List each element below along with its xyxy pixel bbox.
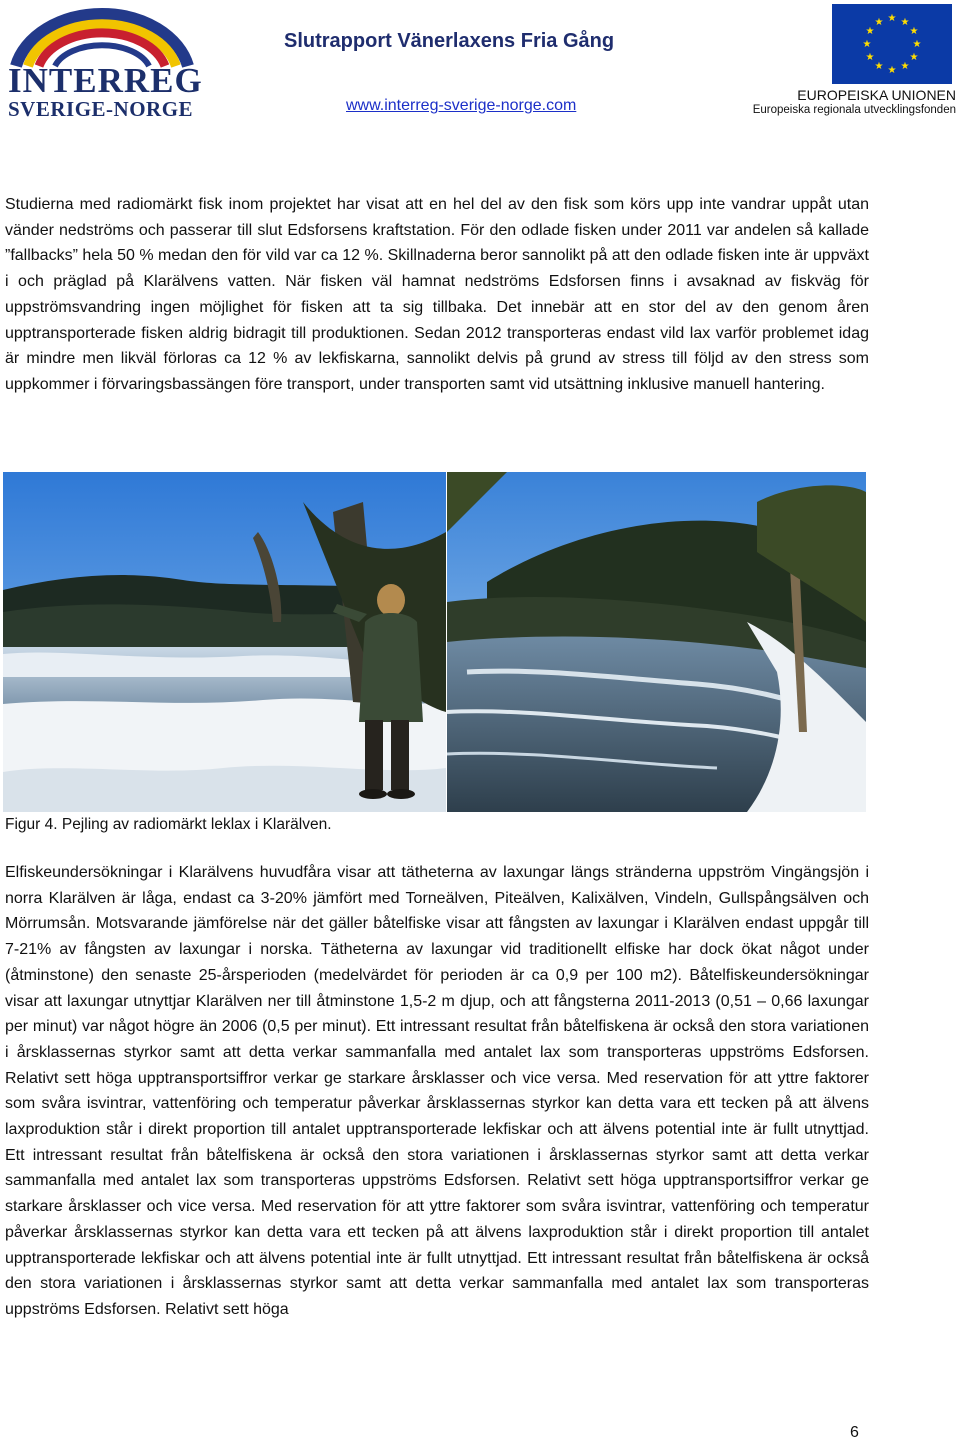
svg-text:★: ★ [912,39,922,50]
photo-river-rapids [447,472,866,812]
svg-text:★: ★ [865,26,875,37]
svg-text:★: ★ [900,17,910,28]
website-link[interactable]: www.interreg-sverige-norge.com [346,97,577,114]
river-rapids-image [447,472,866,812]
svg-text:★: ★ [874,17,884,28]
svg-text:★: ★ [874,61,884,72]
page-header [0,0,960,130]
svg-text:★: ★ [887,13,897,24]
svg-text:★: ★ [865,52,875,63]
eu-union-label: EUROPEISKA UNIONEN [797,87,956,103]
logo-sub-text: SVERIGE-NORGE [8,97,194,121]
photo-person-tracking [3,472,446,812]
page-number: 6 [850,1424,859,1441]
body-paragraph-1: Studierna med radiomärkt fisk inom projektet har visat att en hel del av den fisk som körs upp inte vandrar uppåt utan vänder nedströms och passerar till slut Edsforsens kraftstation. För den odlade fisken under 2011 var andelen så kallade ”fallbacks” hela 50 % medan den för vild var ca 12 %. Skillnaderna beror sannolikt på att den odlade fisken inte är uppväxt i och präglad på Klarälvens vatten. När fisken väl hamnat nedströms Edsforsen finns i avsaknad av fiskväg för uppströmsvandring ingen möjlighet för fisken att ta sig tillbaka. Det innebär att en stor del av den genom åren upptransporterade fisken aldrig bidragit till produktionen. Sedan 2012 transporteras endast vild lax varför problemet idag är mindre men likväl förloras ca 12 % av lekfiskarna, sannolikt delvis på grund av stress till följd av den stress som uppkommer i förvaringsbassängen före transport, under transporten samt vid utsättning inklusive manuell hantering. [5,196,869,393]
body-paragraph-2: Elfiskeundersökningar i Klarälvens huvudfåra visar att tätheterna av laxungar längs stränderna uppström Vingängsjön i norra Klarälven är låga, endast ca 3-20% jämfört med Torneälven, Piteälven, Kalixälven, Vindeln, Gullspångsälven och Mörrumsån. Motsvarande jämförelse när det gäller båtelfiske visar att fångsten av laxungar i Klarälven endast uppgår till 7-21% av fångsten av laxungar i norska. Tätheterna av laxungar vid traditionellt elfiske har dock ökat något under (åtminstone) den senaste 25-årsperioden (medelvärdet för perioden är ca 0,9 per 100 m2). Båtelfiskeundersökningar visar att laxungar utnyttjar Klarälven ner till åtminstone 1,5-2 m djup, och att fångsterna 2011-2013 (0,51 – 0,66 laxungar per minut) var något högre än 2006 (0,5 per minut). Ett intressant resultat från båtelfiskena är också den stora variationen i årsklassernas styrkor samt att detta verkar sammanfalla med antalet lax som transporteras uppströms Edsforsen. Relativt sett höga upptransportsiffror verkar ge starkare årsklasser och vice versa. Med reservation för att yttre faktorer som svåra isvintrar, vattenföring och temperatur påverkar årsklassernas styrkor kan detta vara ett tecken på att älvens laxproduktion står i direkt proportion till antalet upptransporterade lekfiskar och att älvens potential inte är fullt utnyttjad. Ett intressant resultat från båtelfiskena är också den stora variationen i årsklassernas styrkor samt att detta verkar sammanfalla med antalet lax som transporteras uppströms Edsforsen. Relativt sett höga upptransportsiffror verkar ge starkare årsklasser och vice versa. Med reservation för att yttre faktorer som svåra isvintrar, vattenföring och temperatur påverkar årsklassernas styrkor kan detta vara ett tecken på att älvens laxproduktion står i direkt proportion till antalet upptransporterade lekfiskar och att älvens potential inte är fullt utnyttjad. Ett intressant resultat från båtelfiskena är också den stora variationen i årsklassernas styrkor samt att detta verkar sammanfalla med antalet lax som transporteras uppströms Edsforsen. Relativt sett höga [5,864,869,1318]
svg-text:★: ★ [909,52,919,63]
svg-text:★: ★ [909,26,919,37]
eu-stars-icon [832,4,952,84]
svg-text:★: ★ [887,65,897,76]
eu-flag [832,4,952,84]
svg-text:★: ★ [862,39,872,50]
interreg-logo [2,4,203,122]
document-title: Slutrapport Vänerlaxens Fria Gång [284,30,615,52]
eu-fund-label: Europeiska regionala utvecklingsfonden [752,104,956,116]
river-winter-image [3,472,446,812]
logo-brand-text: INTERREG [8,61,203,100]
svg-text:★: ★ [900,61,910,72]
figure-caption: Figur 4. Pejling av radiomärkt leklax i Klarälven. [5,816,332,833]
